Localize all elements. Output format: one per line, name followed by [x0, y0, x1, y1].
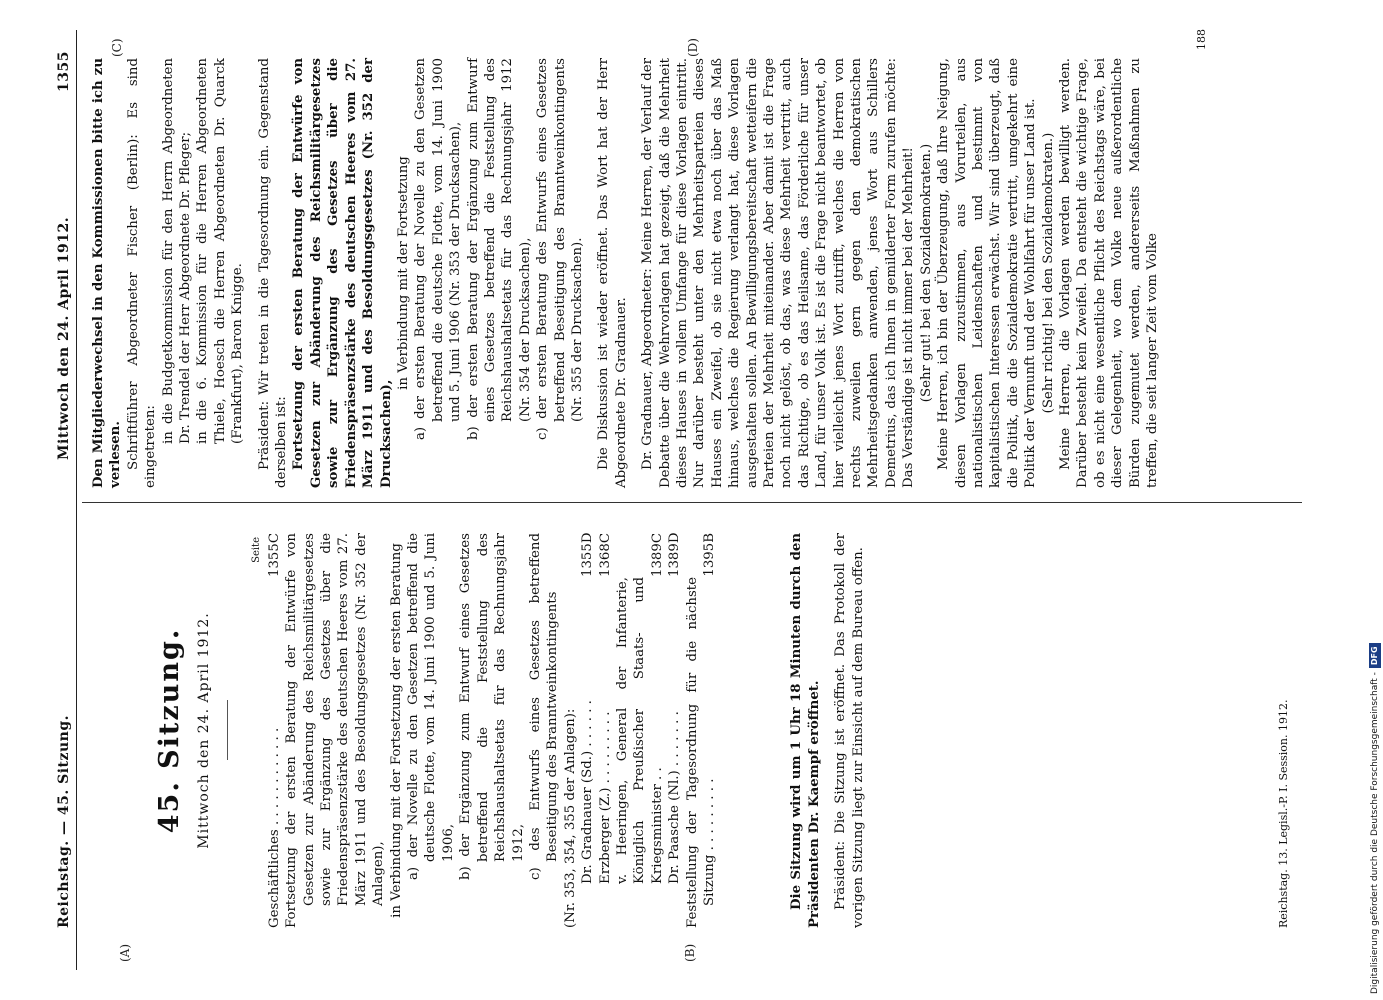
agenda-subitem: c) der ersten Beratung des Entwurfs eines Gesetzes betreffend Beseitigung des Branntweinkontingents (Nr. 355 der Drucksachen).	[535, 58, 585, 440]
toc-entry	[597, 533, 614, 928]
session-opening: Die Sitzung wird um 1 Uhr 18 Minuten durch den Präsidenten Dr. Kaempf eröffnet.	[789, 533, 822, 928]
toc-page-ref: 1389D	[667, 532, 683, 577]
toc-entry	[388, 533, 405, 928]
paragraph: Die Diskussion ist wieder eröffnet. Das Wort hat der Herr Abgeordnete Dr. Gradnauer.	[596, 58, 629, 488]
interjection: (Sehr richtig! bei den Sozialdemokraten.)	[1040, 132, 1056, 414]
toc-text: Feststellung der Tagesordnung für die nächste Sitzung . . . . . . . . .	[684, 577, 717, 928]
toc-text: Geschäftliches . . . . . . . . . . . .	[266, 727, 282, 928]
toc-entry	[405, 533, 457, 928]
toc-page-ref: 1368C	[597, 532, 613, 577]
paragraph: in die Budgetkommission für den Herrn Abgeordneten Dr. Trendel der Herr Abgeordnete Dr. Pfleger;	[160, 58, 194, 444]
president-remark: Präsident: Die Sitzung ist eröffnet. Das Protokoll der vorigen Sitzung liegt zur Einsicht auf dem Bureau offen.	[833, 533, 866, 928]
paragraph: Den Mitgliederwechsel in den Kommissionen bitte ich zu verlesen.	[91, 58, 124, 488]
left-column	[90, 533, 867, 928]
margin-marker-d: (D)	[686, 38, 700, 57]
page-number: 1355	[56, 51, 72, 92]
running-header-left: Reichstag. — 45. Sitzung.	[56, 715, 72, 928]
dfg-credit-strip	[1367, 6, 1383, 994]
toc-page-ref: 1389C	[649, 532, 665, 577]
header-rule	[76, 30, 77, 970]
toc-entry	[283, 533, 387, 928]
session-title: 45. Sitzung.	[154, 627, 185, 834]
toc-text: Erzberger (Z.) . . . . . . . . .	[597, 711, 613, 884]
interjection: (Sehr gut! bei den Sozialdemokraten.)	[918, 143, 934, 403]
toc-text: (Nr. 353, 354, 355 der Anlagen):	[562, 708, 578, 928]
paragraph: Präsident: Wir treten in die Tagesordnung ein. Gegenstand derselben ist:	[256, 58, 290, 488]
sheet-number: 188	[1195, 29, 1208, 50]
toc-text: Dr. Gradnauer (Sd.) . . . . . .	[580, 700, 596, 884]
toc-entry	[457, 533, 527, 928]
toc-entry	[666, 533, 683, 928]
toc-entry	[684, 533, 719, 928]
toc-text: Dr. Paasche (Nl.) . . . . . . .	[667, 711, 683, 884]
toc-entry	[579, 533, 596, 928]
paragraph: in Verbindung mit der Fortsetzung	[395, 156, 411, 390]
speech-paragraph: Meine Herren, ich bin der Überzeugung, daß Ihre Neigung, diesen Vorlagen zuzustimmen, aus Vorurteilen, aus nationalistischen Leidenschaften und bestimmt von kapitalistischen Interessen erwächst. Wir sind überzeugt, daß die Politik, die die Sozialdemokratie vertritt, umgekehrt eine Politik der Vernunft und der Wohlfahrt für unser Land ist.	[936, 58, 1039, 488]
running-header-date: Mittwoch den 24. April 1912.	[56, 216, 72, 460]
toc-text: c) des Entwurfs eines Gesetzes betreffend Beseitigung des Branntweinkontingents	[527, 533, 561, 880]
right-column	[90, 58, 1161, 488]
margin-marker-b: (B)	[683, 943, 697, 962]
toc-text: Fortsetzung der ersten Beratung der Entwürfe von Gesetzen zur Abänderung des Reichsmilitärgesetzes sowie zur Ergänzung des Gesetzes über die Friedenspräsenzstärke des deutschen Heeres vom 27. März 1911 und des Besoldungsgesetzes (Nr. 352 der Anlagen),	[284, 533, 387, 928]
toc-page-ref: 1355D	[580, 532, 596, 577]
agenda-subitem: b) der ersten Beratung der Ergänzung zum Entwurf eines Gesetzes betreffend die Feststellung des Reichshaushaltsetats für das Rechnungsjahr 1912 (Nr. 354 der Drucksachen),	[465, 58, 533, 440]
agenda-subitem: a) der ersten Beratung der Novelle zu den Gesetzen betreffend die deutsche Flotte, vom 14. Juni 1900 und 5. Juni 1906 (Nr. 353 der Drucksachen),	[413, 58, 464, 440]
toc-page-ref: 1395B	[701, 533, 717, 577]
paragraph: in die 6. Kommission für die Herren Abgeordneten Thiele, Hoesch die Herren Abgeordneten Dr. Quarck (Frankfurt), Baron Knigge.	[195, 58, 246, 444]
speech-paragraph: Dr. Gradnauer, Abgeordneter: Meine Herren, der Verlauf der Debatte über die Wehrvorlagen hat gezeigt, daß die Mehrheit dieses Hauses in vollem Umfange für diese Vorlagen eintritt. Nur darüber besteht unter den Mehrheitsparteien dieses Hauses ein Zweifel, ob sie nicht etwa noch über das Maß hinaus, welches die Regierung verlangt hat, diese Vorlagen ausgestalten sollen. An Bewilligungsbereitschaft wetteifern die Parteien der Mehrheit miteinander. Aber damit ist die Frage noch nicht gelöst, ob das, was diese Mehrheit vertritt, auch das Richtige, ob es das Heilsame, das Förderliche für unser Land, für unser Volk ist. Es ist die Frage nicht beantwortet, ob hier vielleicht jenes Wort zutrifft, welches die Herren von rechts zuweilen gern gegen den demokratischen Mehrheitsgedanken anwenden, jenes Wort aus Schillers Demetrius, das ich Ihnen in gemilderter Form zurufen möchte: Das Verständige ist nicht immer bei der Mehrheit!	[640, 58, 917, 488]
dfg-credit-text: Digitalisierung gefördert durch die Deutsche Forschungsgemeinschaft -	[1370, 672, 1380, 994]
column-divider	[82, 502, 1302, 503]
paragraph: Schriftführer Abgeordneter Fischer (Berlin): Es sind eingetreten:	[125, 58, 159, 488]
toc-text: a) der Novelle zu den Gesetzen betreffend die deutsche Flotte, vom 14. Juni 1900 und 5. Juni 1906,	[406, 533, 456, 880]
margin-marker-c: (C)	[110, 38, 124, 57]
toc-entry	[562, 533, 579, 928]
margin-marker-a: (A)	[118, 943, 132, 962]
seite-label: Seite	[251, 537, 263, 563]
toc-text: in Verbindung mit der Fortsetzung der ersten Beratung	[388, 543, 404, 918]
toc-text: v. Heeringen, General der Infanterie, Königlich Preußischer Staats- und Kriegsminister . .	[614, 577, 665, 884]
toc-page-ref: 1355C	[266, 532, 282, 577]
toc-entry	[527, 533, 562, 928]
toc-entry	[266, 533, 283, 928]
session-date: Mittwoch den 24. April 1912.	[196, 612, 212, 849]
speech-paragraph: Meine Herren, die Vorlagen werden bewilligt werden. Darüber besteht kein Zweifel. Da entsteht die wichtige Frage, ob es nicht eine wesentliche Pflicht des Reichstags wäre, bei dieser Gelegenheit, wo dem Volke neue außerordentliche Bürden zugemutet werden, andererseits Maßnahmen zu treffen, die seit langer Zeit vom Volke	[1057, 58, 1160, 488]
agenda-item: Fortsetzung der ersten Beratung der Entwürfe von Gesetzen zur Abänderung des Reichsmilitärgesetzes sowie zur Ergänzung des Gesetzes über die Friedenspräsenzstärke des deutschen Heeres vom 27. März 1911 und des Besoldungsgesetzes (Nr. 352 der Drucksachen),	[291, 58, 394, 488]
toc-text: b) der Ergänzung zum Entwurf eines Gesetzes betreffend die Feststellung des Reichshaushaltsetats für das Rechnungsjahr 1912,	[458, 533, 526, 880]
publication-footer: Reichstag. 13. Legisl.-P. I. Session. 1912.	[1277, 699, 1290, 928]
title-rule	[227, 701, 228, 761]
toc-entry	[614, 533, 666, 928]
dfg-logo: DFG	[1369, 643, 1381, 668]
